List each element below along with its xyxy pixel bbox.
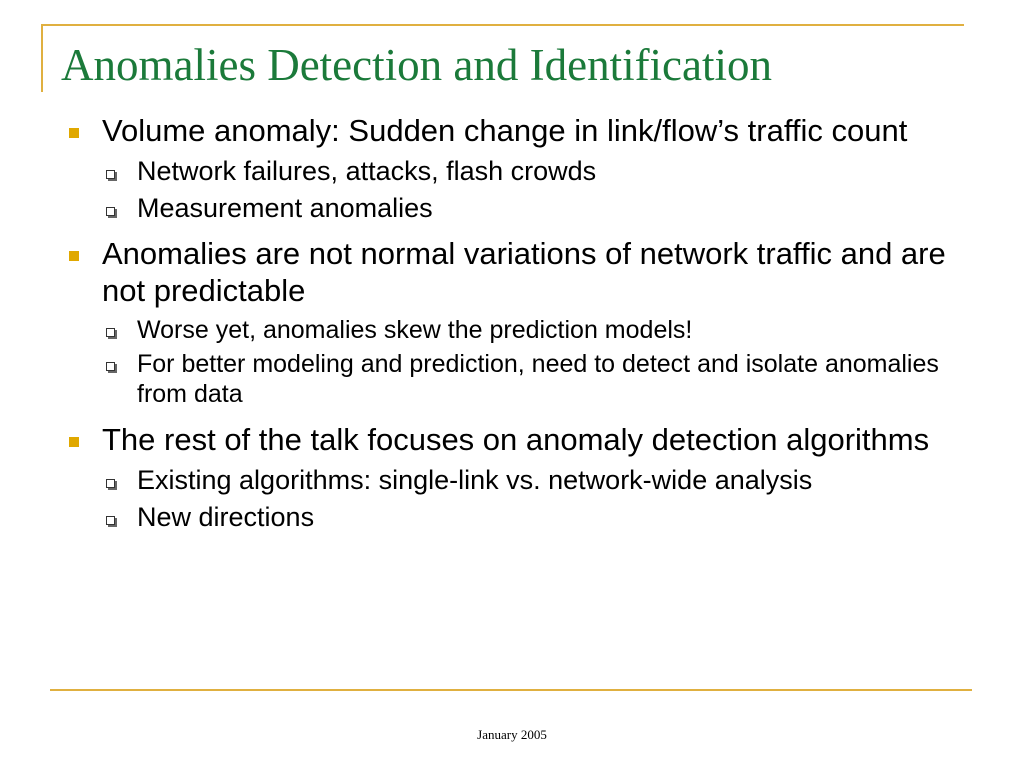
sub-bullet-item xyxy=(62,501,962,534)
bullet-text: The rest of the talk focuses on anomaly detection algorithms xyxy=(102,422,930,457)
sub-bullet-item xyxy=(62,464,962,497)
sub-bullet-text: Existing algorithms: single-link vs. network-wide analysis xyxy=(137,465,813,495)
title-frame-left-rule xyxy=(41,24,43,92)
hollow-square-bullet-icon xyxy=(106,207,115,216)
square-bullet-icon xyxy=(69,128,79,138)
sub-bullet-text: Network failures, attacks, flash crowds xyxy=(137,156,597,186)
bullet-text: Anomalies are not normal variations of network traffic and are not predictable xyxy=(102,236,946,308)
slide-title: Anomalies Detection and Identification xyxy=(61,40,773,90)
hollow-square-bullet-icon xyxy=(106,328,115,337)
sub-bullet-item xyxy=(62,192,962,225)
bullet-list xyxy=(62,112,962,534)
square-bullet-icon xyxy=(69,251,79,261)
square-bullet-icon xyxy=(69,437,79,447)
footer-rule xyxy=(50,689,972,691)
bullet-item xyxy=(62,235,962,309)
bullet-item xyxy=(62,421,962,458)
sub-bullet-text: Measurement anomalies xyxy=(137,193,433,223)
hollow-square-bullet-icon xyxy=(106,479,115,488)
sub-bullet-item xyxy=(62,315,962,345)
hollow-square-bullet-icon xyxy=(106,170,115,179)
sub-bullet-text: For better modeling and prediction, need to detect and isolate anomalies from data xyxy=(137,350,939,408)
sub-bullet-item xyxy=(62,349,962,409)
sub-bullet-text: New directions xyxy=(137,502,315,532)
sub-bullet-text: Worse yet, anomalies skew the prediction models! xyxy=(137,316,693,344)
hollow-square-bullet-icon xyxy=(106,516,115,525)
hollow-square-bullet-icon xyxy=(106,362,115,371)
bullet-item xyxy=(62,112,962,149)
title-frame-top-rule xyxy=(41,24,964,26)
bullet-text: Volume anomaly: Sudden change in link/flow’s traffic count xyxy=(102,113,908,148)
sub-bullet-item xyxy=(62,155,962,188)
footer-date: January 2005 xyxy=(477,727,547,742)
